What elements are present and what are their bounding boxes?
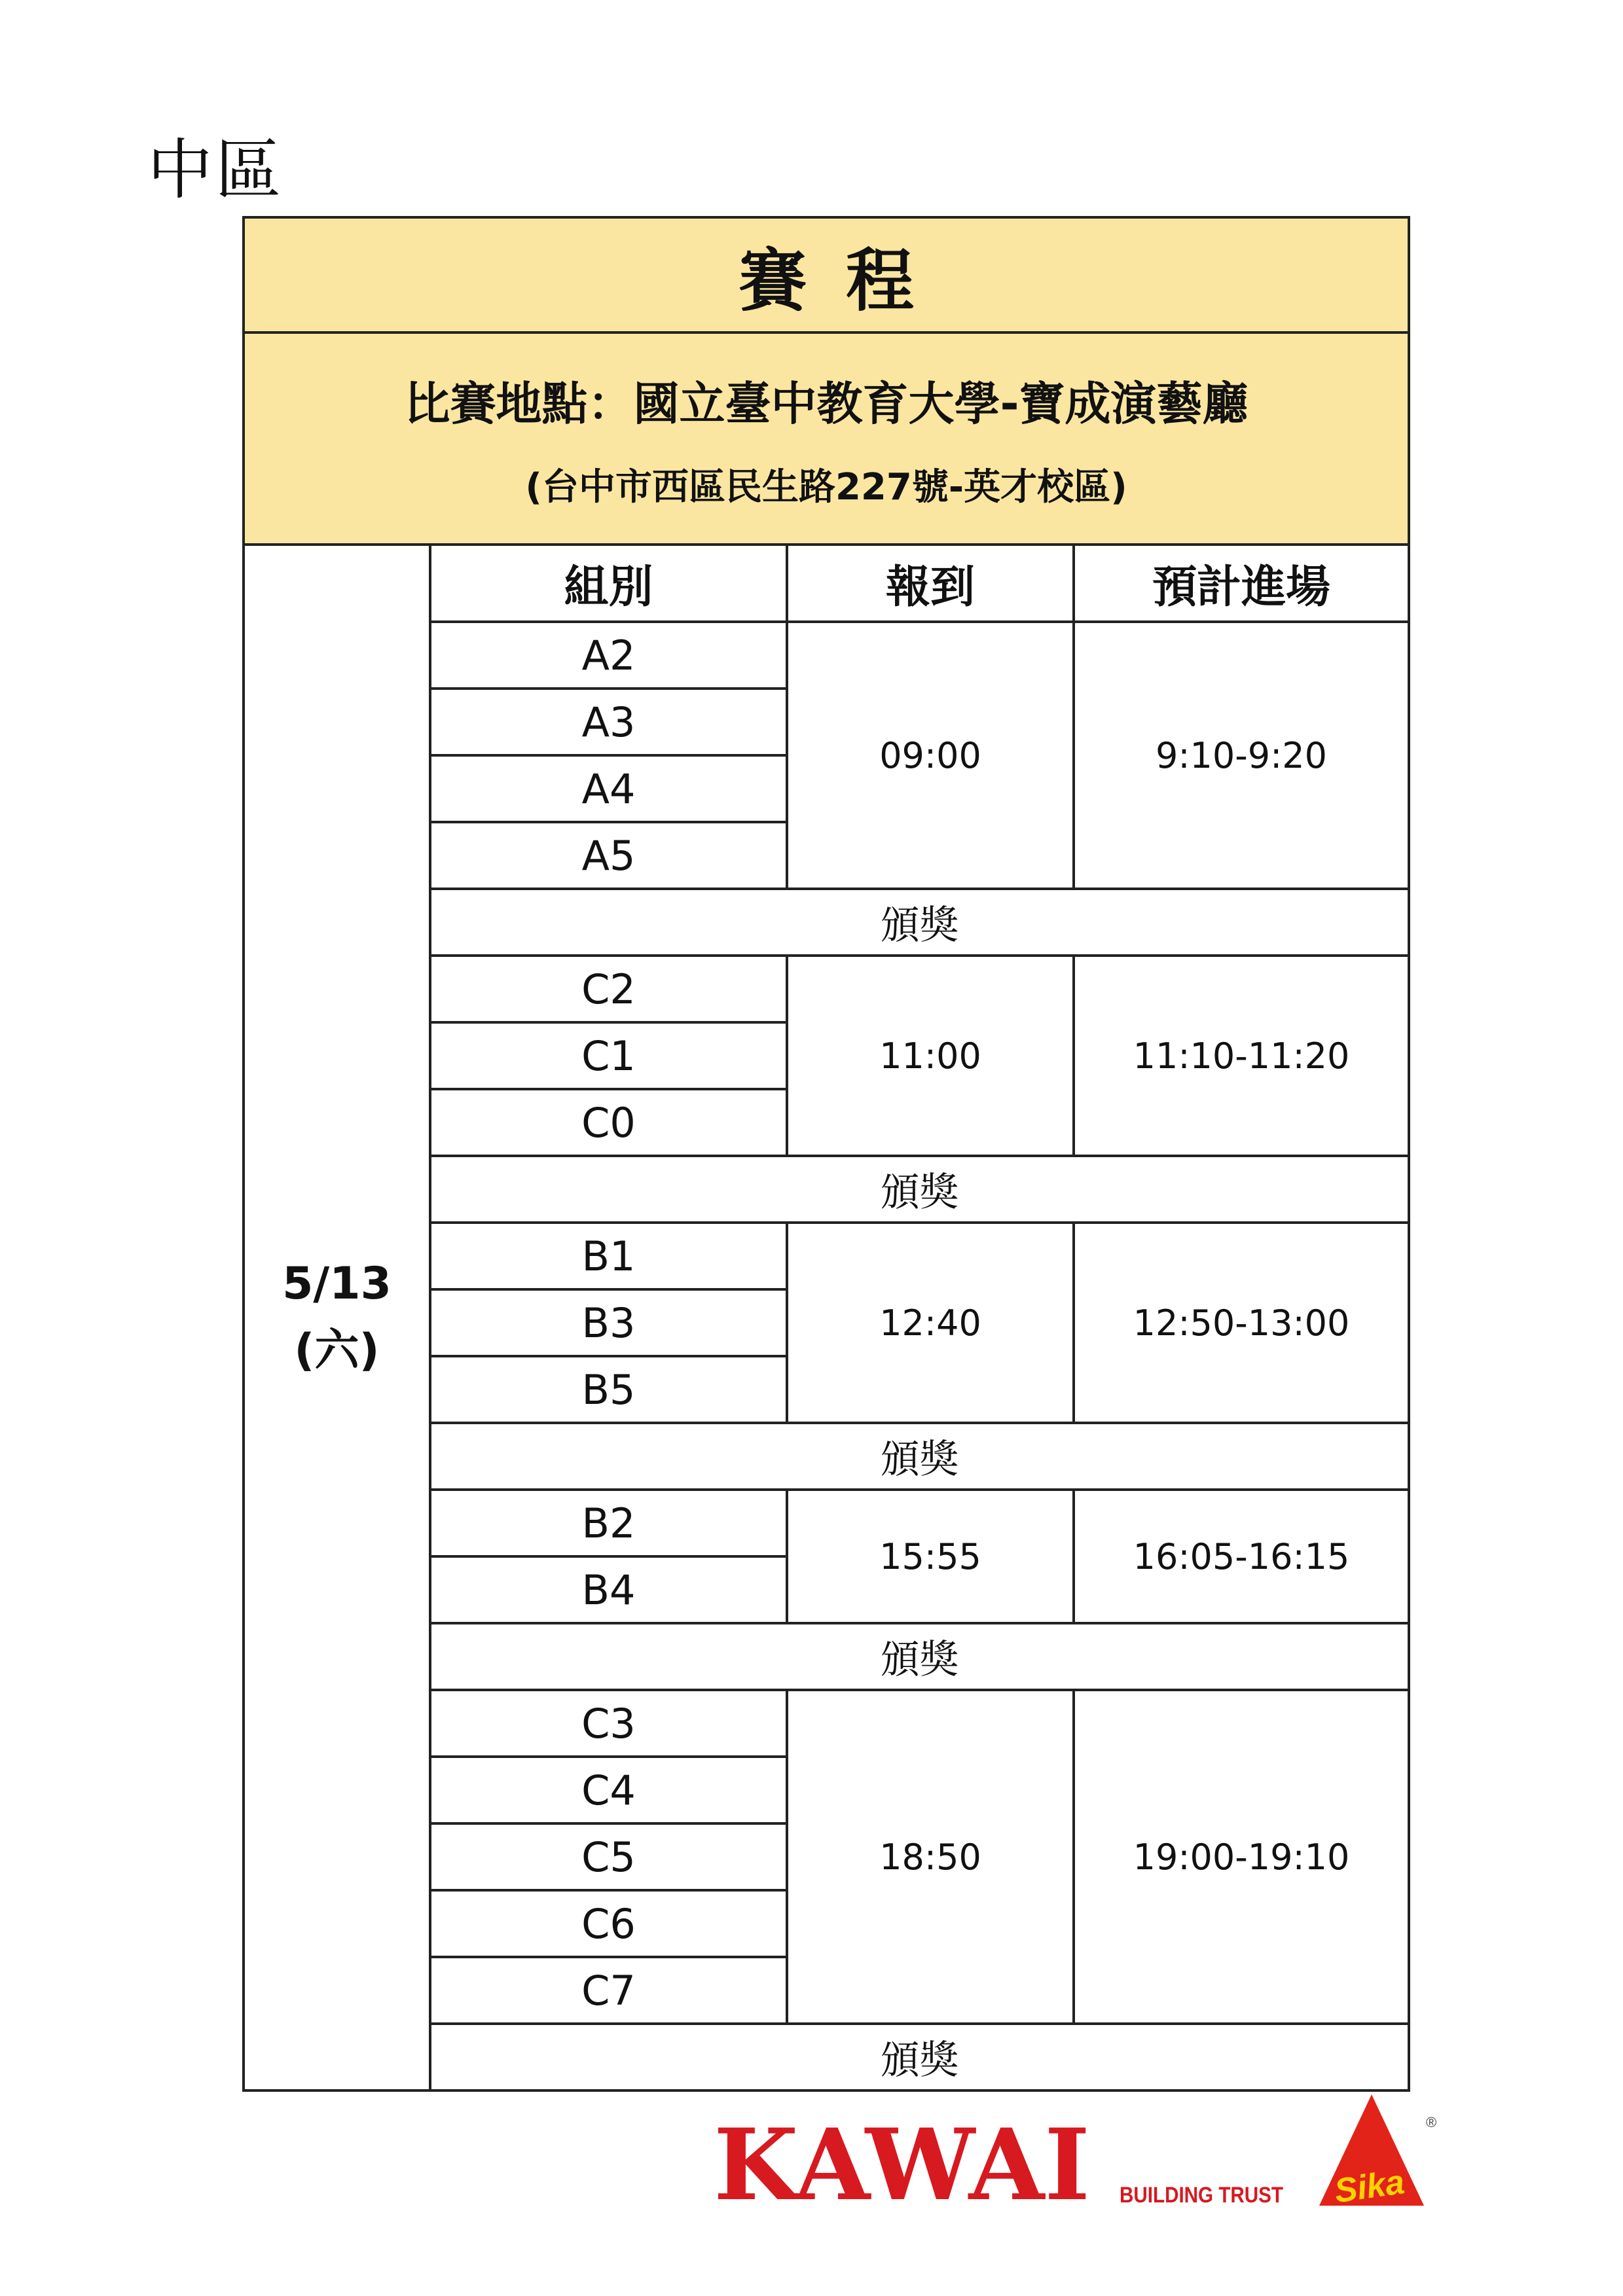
group-cell: C1: [430, 1022, 787, 1089]
group-cell: B5: [430, 1356, 787, 1423]
award-cell: 頒獎: [430, 1156, 1409, 1223]
sika-wordmark: Sika: [1332, 2162, 1407, 2211]
group-cell: B2: [430, 1490, 787, 1556]
venue-block: [244, 332, 1409, 545]
schedule-title: 賽程: [244, 217, 1409, 332]
checkin-time: 18:50: [787, 1690, 1074, 2024]
entry-time: 12:50-13:00: [1074, 1223, 1409, 1423]
group-cell: B4: [430, 1556, 787, 1623]
group-cell: C6: [430, 1890, 787, 1957]
logos: [714, 2088, 1437, 2223]
group-cell: C0: [430, 1089, 787, 1156]
weekday: (六): [294, 1325, 380, 1376]
col-header-group: 組別: [430, 545, 787, 622]
group-cell: A3: [430, 689, 787, 755]
date-cell: [244, 545, 430, 2090]
checkin-time: 15:55: [787, 1490, 1074, 1623]
award-cell: 頒獎: [430, 1423, 1409, 1490]
award-cell: 頒獎: [430, 1623, 1409, 1690]
building-trust-tagline: BUILDING TRUST: [1120, 2183, 1284, 2208]
group-cell: A2: [430, 622, 787, 689]
group-cell: A4: [430, 755, 787, 822]
sika-logo: [1319, 2094, 1436, 2210]
group-cell: C4: [430, 1757, 787, 1823]
venue-address: (台中市西區民生路227號-英才校區): [525, 465, 1127, 509]
entry-time: 16:05-16:15: [1074, 1490, 1409, 1623]
kawai-logo: [714, 2108, 1090, 2223]
checkin-time: 09:00: [787, 622, 1074, 889]
checkin-time: 11:00: [787, 956, 1074, 1156]
group-cell: C7: [430, 1957, 787, 2024]
header-row: [244, 545, 1409, 622]
group-cell: C3: [430, 1690, 787, 1757]
group-cell: A5: [430, 822, 787, 889]
group-cell: C5: [430, 1823, 787, 1890]
registered-mark: ®: [1426, 2114, 1437, 2130]
award-cell: 頒獎: [430, 889, 1409, 956]
group-cell: B1: [430, 1223, 787, 1289]
region-title: 中區: [147, 132, 283, 208]
group-cell: C2: [430, 956, 787, 1022]
entry-time: 11:10-11:20: [1074, 956, 1409, 1156]
schedule-table: [242, 216, 1410, 2092]
col-header-entry: 預計進場: [1074, 545, 1409, 622]
entry-time: 19:00-19:10: [1074, 1690, 1409, 2024]
entry-time: 9:10-9:20: [1074, 622, 1409, 889]
col-header-checkin: 報到: [787, 545, 1074, 622]
venue-name: 比賽地點：國立臺中教育大學-寶成演藝廳: [404, 376, 1249, 431]
checkin-time: 12:40: [787, 1223, 1074, 1423]
date: 5/13: [282, 1258, 392, 1310]
award-cell: 頒獎: [430, 2024, 1409, 2090]
group-cell: B3: [430, 1289, 787, 1356]
kawai-wordmark: KAWAI: [714, 2108, 1090, 2223]
